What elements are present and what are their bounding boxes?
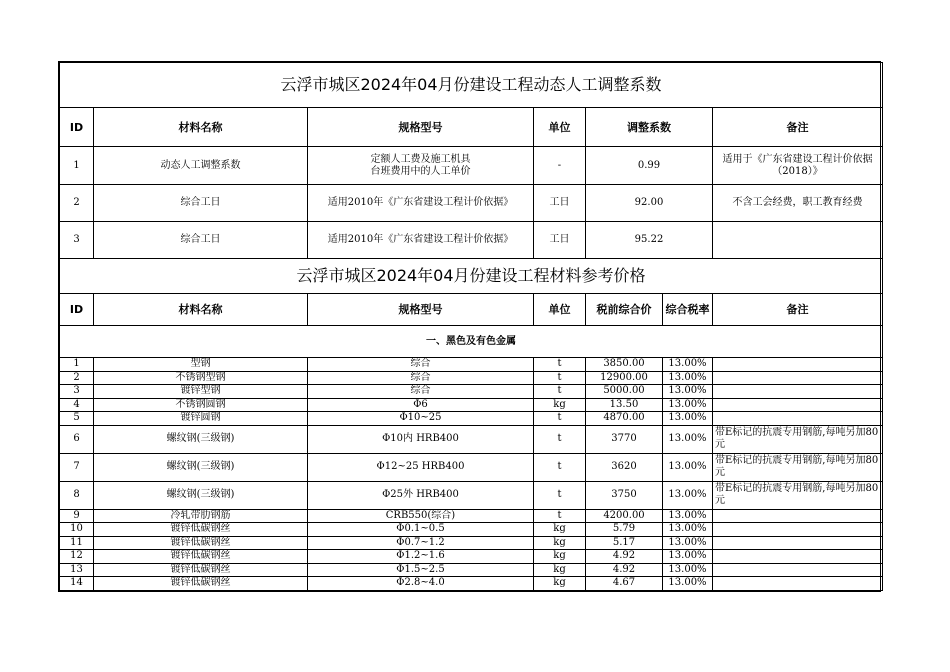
- cell-price: 3750: [586, 481, 663, 509]
- cell-note: 带E标记的抗震专用钢筋,每吨另加80元: [713, 453, 883, 481]
- cell-spec: Φ10~25: [308, 412, 534, 426]
- cell-id: 12: [60, 550, 94, 564]
- cell-name: 镀锌低碳钢丝: [94, 523, 308, 537]
- table-row: [60, 425, 883, 453]
- table-row: [60, 550, 883, 564]
- cell-note: [713, 536, 883, 550]
- cell-unit: kg: [534, 398, 586, 412]
- cell-tax-rate: 13.00%: [663, 398, 713, 412]
- cell-name: 冷轧带肋钢筋: [94, 509, 308, 523]
- cell-note: [713, 523, 883, 537]
- cell-tax-rate: 13.00%: [663, 536, 713, 550]
- cell-spec: Φ10内 HRB400: [308, 425, 534, 453]
- cell-unit: t: [534, 358, 586, 372]
- cell-spec: Φ1.2~1.6: [308, 550, 534, 564]
- table-row: [60, 147, 883, 185]
- cell-note: [713, 577, 883, 591]
- header-unit: 单位: [534, 108, 586, 147]
- cell-name: 镀锌低碳钢丝: [94, 536, 308, 550]
- material-rows: [60, 358, 883, 591]
- cell-unit: t: [534, 385, 586, 399]
- cell-name: 镀锌圆钢: [94, 412, 308, 426]
- cell-price: 4.92: [586, 550, 663, 564]
- cell-name: 不锈钢圆钢: [94, 398, 308, 412]
- cell-id: 1: [60, 147, 94, 185]
- table-row: [60, 371, 883, 385]
- cell-spec: Φ25外 HRB400: [308, 481, 534, 509]
- cell-spec-line-2: 台班费用中的人工单价: [370, 165, 471, 177]
- cell-price: 5.17: [586, 536, 663, 550]
- header-id: ID: [60, 108, 94, 147]
- cell-tax-rate: 13.00%: [663, 577, 713, 591]
- cell-unit: kg: [534, 550, 586, 564]
- cell-unit: t: [534, 453, 586, 481]
- cell-spec: Φ6: [308, 398, 534, 412]
- cell-id: 1: [60, 358, 94, 372]
- cell-id: 5: [60, 412, 94, 426]
- cell-price: 12900.00: [586, 371, 663, 385]
- cell-id: 2: [60, 185, 94, 222]
- page-title-labor: 云浮市城区2024年04月份建设工程动态人工调整系数: [60, 63, 883, 108]
- cell-tax-rate: 13.00%: [663, 385, 713, 399]
- cell-name: 动态人工调整系数: [94, 147, 308, 185]
- cell-tax-rate: 13.00%: [663, 371, 713, 385]
- cell-price: 3770: [586, 425, 663, 453]
- section-row: [60, 326, 883, 358]
- cell-note: [713, 563, 883, 577]
- header-spec: 规格型号: [308, 108, 534, 147]
- cell-id: 2: [60, 371, 94, 385]
- cell-name: 镀锌型钢: [94, 385, 308, 399]
- cell-unit: kg: [534, 563, 586, 577]
- cell-spec: 适用2010年《广东省建设工程计价依据》: [308, 185, 534, 222]
- cell-spec: [308, 147, 534, 185]
- table2-header: [60, 294, 883, 326]
- cell-unit: t: [534, 371, 586, 385]
- cell-note: [713, 371, 883, 385]
- cell-id: 3: [60, 385, 94, 399]
- cell-note: [713, 385, 883, 399]
- header-name: 材料名称: [94, 108, 308, 147]
- cell-id: 14: [60, 577, 94, 591]
- cell-id: 13: [60, 563, 94, 577]
- cell-tax-rate: 13.00%: [663, 412, 713, 426]
- cell-price: 3850.00: [586, 358, 663, 372]
- header-spec: 规格型号: [308, 294, 534, 326]
- table-row: [60, 481, 883, 509]
- cell-spec: 适用2010年《广东省建设工程计价依据》: [308, 222, 534, 259]
- header-note: 备注: [713, 294, 883, 326]
- table-row: [60, 523, 883, 537]
- cell-tax-rate: 13.00%: [663, 563, 713, 577]
- cell-unit: t: [534, 412, 586, 426]
- cell-tax-rate: 13.00%: [663, 425, 713, 453]
- table-row: [60, 358, 883, 372]
- cell-unit: t: [534, 509, 586, 523]
- header-note: 备注: [713, 108, 883, 147]
- cell-tax-rate: 13.00%: [663, 509, 713, 523]
- cell-price: 5.79: [586, 523, 663, 537]
- cell-price: 4870.00: [586, 412, 663, 426]
- cell-note: 适用于《广东省建设工程计价依据（2018）》: [713, 147, 883, 185]
- table-row: [60, 412, 883, 426]
- cell-note: [713, 412, 883, 426]
- cell-spec-line-1: 定额人工费及施工机具: [370, 153, 471, 165]
- cell-spec: Φ1.5~2.5: [308, 563, 534, 577]
- table-row: [60, 222, 883, 259]
- table1-header: [60, 108, 883, 147]
- table-row: [60, 453, 883, 481]
- cell-note: [713, 358, 883, 372]
- cell-note: [713, 398, 883, 412]
- cell-price: 5000.00: [586, 385, 663, 399]
- cell-id: 3: [60, 222, 94, 259]
- table-row: [60, 185, 883, 222]
- cell-unit: 工日: [534, 222, 586, 259]
- title-row-1: [60, 63, 883, 108]
- header-name: 材料名称: [94, 294, 308, 326]
- table-row: [60, 385, 883, 399]
- cell-name: 镀锌低碳钢丝: [94, 563, 308, 577]
- cell-unit: kg: [534, 523, 586, 537]
- cell-price: 4.67: [586, 577, 663, 591]
- price-sheet: [58, 61, 881, 592]
- cell-unit: kg: [534, 577, 586, 591]
- cell-name: 镀锌低碳钢丝: [94, 577, 308, 591]
- cell-note: [713, 550, 883, 564]
- cell-unit: kg: [534, 536, 586, 550]
- page-title-materials: 云浮市城区2024年04月份建设工程材料参考价格: [60, 259, 883, 294]
- cell-note: [713, 222, 883, 259]
- cell-note: 不含工会经费，职工教育经费: [713, 185, 883, 222]
- cell-note: 带E标记的抗震专用钢筋,每吨另加80元: [713, 425, 883, 453]
- cell-name: 型钢: [94, 358, 308, 372]
- table-row: [60, 536, 883, 550]
- header-price: 税前综合价: [586, 294, 663, 326]
- cell-spec: CRB550(综合): [308, 509, 534, 523]
- cell-price: 4.92: [586, 563, 663, 577]
- cell-name: 不锈钢型钢: [94, 371, 308, 385]
- cell-coefficient: 92.00: [586, 185, 713, 222]
- cell-name: 螺纹钢(三级钢): [94, 453, 308, 481]
- cell-coefficient: 95.22: [586, 222, 713, 259]
- header-unit: 单位: [534, 294, 586, 326]
- cell-name: 综合工日: [94, 222, 308, 259]
- cell-id: 7: [60, 453, 94, 481]
- section-title: 一、黑色及有色金属: [60, 326, 883, 358]
- cell-spec: Φ12~25 HRB400: [308, 453, 534, 481]
- cell-id: 6: [60, 425, 94, 453]
- header-coefficient: 调整系数: [586, 108, 713, 147]
- cell-tax-rate: 13.00%: [663, 523, 713, 537]
- table-row: [60, 563, 883, 577]
- cell-name: 螺纹钢(三级钢): [94, 481, 308, 509]
- cell-spec: 综合: [308, 358, 534, 372]
- cell-coefficient: 0.99: [586, 147, 713, 185]
- cell-tax-rate: 13.00%: [663, 453, 713, 481]
- cell-unit: t: [534, 425, 586, 453]
- cell-id: 10: [60, 523, 94, 537]
- table-row: [60, 398, 883, 412]
- cell-name: 综合工日: [94, 185, 308, 222]
- cell-price: 13.50: [586, 398, 663, 412]
- cell-spec: Φ0.7~1.2: [308, 536, 534, 550]
- price-table: [59, 62, 883, 591]
- cell-id: 8: [60, 481, 94, 509]
- cell-id: 4: [60, 398, 94, 412]
- table-row: [60, 577, 883, 591]
- cell-id: 11: [60, 536, 94, 550]
- cell-tax-rate: 13.00%: [663, 481, 713, 509]
- cell-spec: 综合: [308, 371, 534, 385]
- cell-name: 螺纹钢(三级钢): [94, 425, 308, 453]
- header-id: ID: [60, 294, 94, 326]
- cell-spec: Φ0.1~0.5: [308, 523, 534, 537]
- title-row-2: [60, 259, 883, 294]
- cell-name: 镀锌低碳钢丝: [94, 550, 308, 564]
- cell-spec: 综合: [308, 385, 534, 399]
- cell-unit: t: [534, 481, 586, 509]
- cell-price: 3620: [586, 453, 663, 481]
- cell-note: [713, 509, 883, 523]
- header-tax-rate: 综合税率: [663, 294, 713, 326]
- cell-unit: -: [534, 147, 586, 185]
- cell-id: 9: [60, 509, 94, 523]
- cell-spec: Φ2.8~4.0: [308, 577, 534, 591]
- cell-unit: 工日: [534, 185, 586, 222]
- cell-tax-rate: 13.00%: [663, 358, 713, 372]
- cell-tax-rate: 13.00%: [663, 550, 713, 564]
- cell-price: 4200.00: [586, 509, 663, 523]
- cell-note: 带E标记的抗震专用钢筋,每吨另加80元: [713, 481, 883, 509]
- table-row: [60, 509, 883, 523]
